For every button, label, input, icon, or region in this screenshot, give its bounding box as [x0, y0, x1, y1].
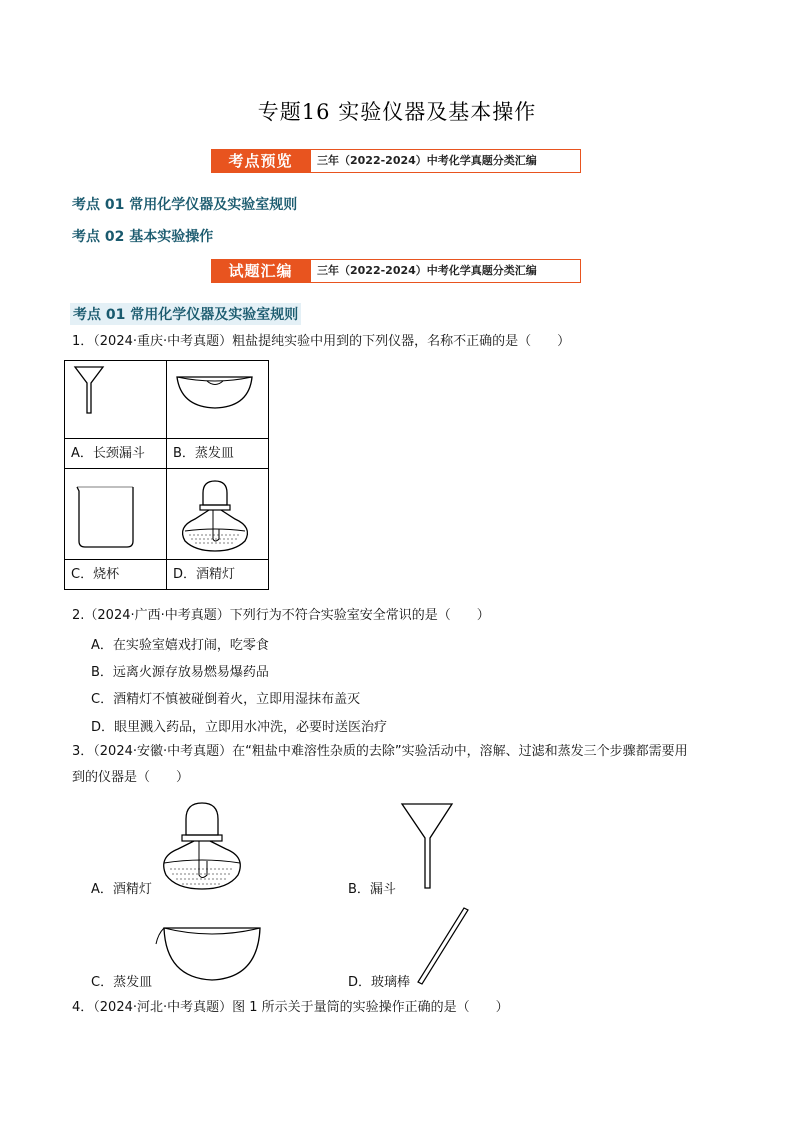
q2-option-a[interactable]: A．在实验室嬉戏打闹，吃零食	[91, 638, 269, 653]
glass-rod-icon	[412, 904, 472, 986]
q2-option-c[interactable]: C．酒精灯不慎被碰倒着火，立即用湿抹布盖灭	[91, 692, 361, 707]
q3-option-c[interactable]: C．蒸发皿	[91, 975, 153, 990]
q1-label-a: A．长颈漏斗	[65, 439, 167, 469]
preview-banner-tag: 考点预览	[211, 149, 310, 173]
preview-banner	[211, 149, 581, 173]
q2-option-d[interactable]: D．眼里溅入药品，立即用水冲洗，必要时送医治疗	[91, 720, 388, 735]
exercises-banner-subtitle: 三年（2022-2024）中考化学真题分类汇编	[310, 259, 581, 283]
section-heading: 考点 01 常用化学仪器及实验室规则	[70, 303, 301, 325]
question-3-line-2: 到的仪器是（ ）	[72, 770, 190, 785]
q3-option-a[interactable]: A．酒精灯	[91, 882, 152, 897]
toc-item-2[interactable]: 考点 02 基本实验操作	[72, 229, 214, 245]
q1-label-c: C．烧杯	[65, 560, 167, 590]
page-title: 专题16 实验仪器及基本操作	[257, 100, 537, 124]
q3-option-d[interactable]: D．玻璃棒	[348, 975, 411, 990]
question-2: 2.（2024·广西·中考真题）下列行为不符合实验室安全常识的是（ ）	[72, 608, 490, 623]
exercises-banner	[211, 259, 581, 283]
q1-label-d: D．酒精灯	[167, 560, 269, 590]
q2-option-b[interactable]: B．远离火源存放易燃易爆药品	[91, 665, 269, 680]
beaker-icon	[65, 469, 166, 559]
question-1: 1．（2024·重庆·中考真题）粗盐提纯实验中用到的下列仪器，名称不正确的是（ ）	[72, 334, 571, 349]
question-4: 4．（2024·河北·中考真题）图 1 所示关于量筒的实验操作正确的是（ ）	[72, 1000, 509, 1015]
q3-option-b[interactable]: B．漏斗	[348, 882, 396, 897]
toc-item-1[interactable]: 考点 01 常用化学仪器及实验室规则	[72, 197, 298, 213]
funnel-icon	[398, 796, 458, 892]
q1-label-b: B．蒸发皿	[167, 439, 269, 469]
question-3-line-1: 3．（2024·安徽·中考真题）在“粗盐中难溶性杂质的去除”实验活动中，溶解、过滤和蒸发三个步骤都需要用	[72, 744, 688, 759]
evaporating-dish-icon	[167, 361, 268, 438]
funnel-icon	[65, 361, 166, 438]
alcohol-lamp-icon	[152, 795, 252, 895]
evaporating-dish-icon	[154, 914, 270, 986]
exercises-banner-tag: 试题汇编	[211, 259, 310, 283]
q1-instrument-table	[64, 360, 269, 590]
alcohol-lamp-icon	[167, 469, 268, 559]
preview-banner-subtitle: 三年（2022-2024）中考化学真题分类汇编	[310, 149, 581, 173]
